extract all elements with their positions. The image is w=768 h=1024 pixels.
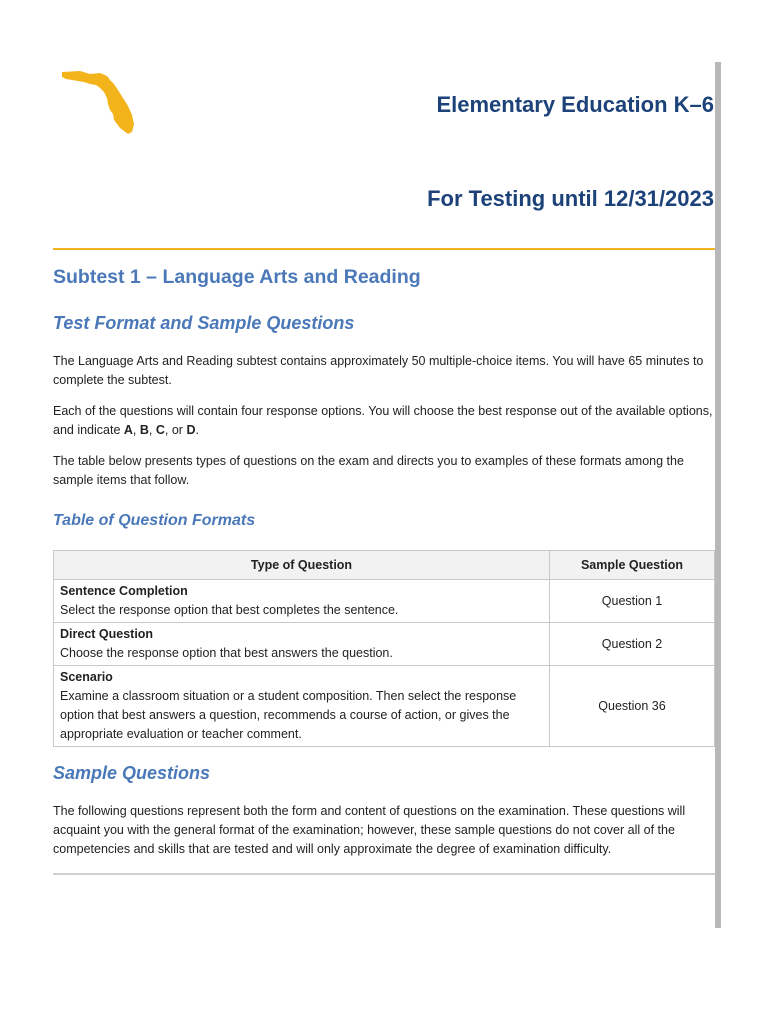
column-header-sample: Sample Question (550, 551, 715, 580)
sample-questions-heading: Sample Questions (53, 763, 211, 783)
test-format-paragraph-2 (53, 402, 715, 440)
question-type-cell (54, 580, 550, 623)
question-formats-table (53, 550, 715, 747)
para2-end: . (195, 423, 199, 437)
florida-state-map-icon (60, 68, 136, 136)
page-edge-scrollbar (715, 62, 721, 928)
main-content (53, 266, 715, 875)
subtest-heading: Subtest 1 – Language Arts and Reading (53, 266, 421, 288)
table-row (54, 623, 715, 666)
page-title: Elementary Education K–6 (436, 92, 714, 117)
sample-question-cell: Question 36 (550, 666, 715, 747)
question-type-cell (54, 666, 550, 747)
para2-sep: , or (164, 423, 187, 437)
para2-lead: Each of the questions will contain four response options. You will choose the best response out of the available options, and indicate (53, 404, 713, 437)
sample-questions-paragraph: The following questions represent both the form and content of questions on the examination. These questions will acquaint you with the general format of the examination; however, these sample questions do not cover all of the competencies and skills that are tested and will only approximate the degree of examination difficulty. (53, 804, 686, 856)
question-type-description: Examine a classroom situation or a student composition. Then select the response option that best answers a question, recommends a course of action, or gives the appropriate evaluation or teacher comment. (60, 689, 517, 741)
option-d: D (186, 423, 196, 437)
question-type-description: Select the response option that best completes the sentence. (60, 603, 399, 617)
test-format-paragraph-1: The Language Arts and Reading subtest contains approximately 50 multiple-choice items. You will have 65 minutes to complete the subtest. (53, 354, 704, 387)
option-a: A (123, 423, 133, 437)
section-divider (53, 873, 715, 875)
para2-sep: , (132, 423, 140, 437)
sample-question-cell: Question 1 (550, 580, 715, 623)
test-format-heading: Test Format and Sample Questions (53, 313, 355, 333)
header-divider (53, 248, 715, 250)
table-header-row (54, 551, 715, 580)
option-c: C (155, 423, 165, 437)
question-type-name: Scenario (60, 670, 113, 684)
question-type-cell (54, 623, 550, 666)
table-row (54, 666, 715, 747)
sample-question-cell: Question 2 (550, 623, 715, 666)
question-type-description: Choose the response option that best answers the question. (60, 646, 393, 660)
para2-sep: , (148, 423, 156, 437)
question-type-name: Direct Question (60, 627, 154, 641)
question-type-name: Sentence Completion (60, 584, 188, 598)
formats-table-heading: Table of Question Formats (53, 512, 256, 529)
table-row (54, 580, 715, 623)
option-b: B (139, 423, 149, 437)
test-format-paragraph-3: The table below presents types of questions on the exam and directs you to examples of these formats among the sample items that follow. (53, 454, 684, 487)
column-header-type: Type of Question (54, 551, 550, 580)
page-subtitle: For Testing until 12/31/2023 (427, 186, 714, 211)
